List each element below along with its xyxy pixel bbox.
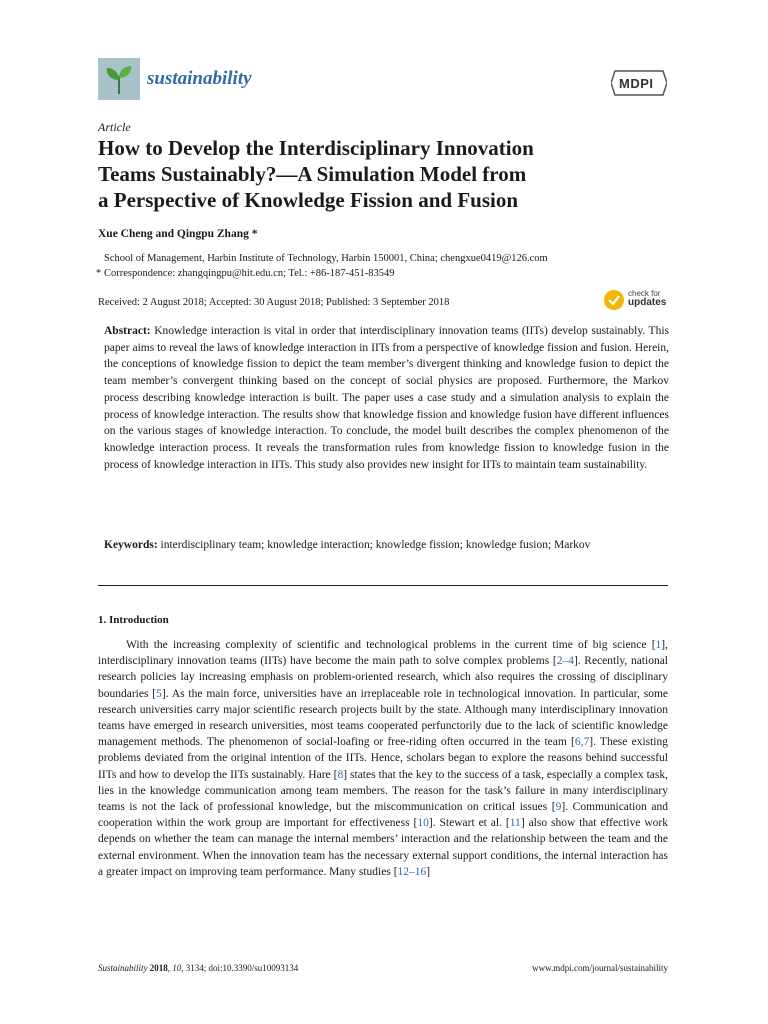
intro-text: ] — [426, 865, 431, 878]
citation-link[interactable]: 5 — [156, 687, 162, 700]
citation-link[interactable]: 12–16 — [397, 865, 427, 878]
section-heading: 1. Introduction — [98, 614, 169, 626]
footer-citation: Sustainability 2018, 10, 3134; doi:10.3390/su10093134 — [98, 963, 299, 973]
citation-link[interactable]: 2–4 — [556, 655, 574, 668]
citation-link[interactable]: 8 — [337, 768, 344, 781]
check-for-updates-button[interactable] — [603, 287, 673, 315]
citation-link[interactable]: 6,7 — [574, 736, 590, 749]
abstract-text: Knowledge interaction is vital in order that interdisciplinary innovation teams (IITs) develop sustainably. This paper aims to reveal the laws of knowledge interaction in IITs from a perspective of knowledge fission and fusion. Herein, the conceptions of knowledge fission to depict the team member’s divergent thinking and knowledge fusion to depict the team member’s convergent thinking based on the concept of social physics are proposed. Furthermore, the Markov process describing knowledge interaction is built. The paper uses a case study and a simulation analysis to explain the process of knowledge interaction. The results show that knowledge fission and knowledge fusion have different influences on the various stages of knowledge interaction. To conclude, the model built describes the complex phenomenon of the knowledge interaction process. It reveals the transformation rules from knowledge fission to knowledge fusion in the process of knowledge interaction in IITs. This study also provides new insight for IITs to maintain team sustainability. — [104, 325, 669, 471]
intro-text: ] states that the key to the success of a task, especially a complex task, lies in the knowledge communication among team members. The reason for the task’s failure in many interdisciplinary teams is not the lack of professional knowledge, but the miscommunication on critical issues [ — [98, 768, 668, 814]
citation-link[interactable]: 11 — [509, 817, 521, 830]
citation-link[interactable]: 1 — [655, 639, 662, 651]
title-line: a Perspective of Knowledge Fission and Fusion — [98, 188, 519, 212]
footer-year: 2018 — [149, 963, 168, 973]
intro-paragraph — [98, 637, 668, 880]
authors: Xue Cheng and Qingpu Zhang * — [98, 228, 258, 240]
affiliation: School of Management, Harbin Institute of Technology, Harbin 150001, China; chengxue0419@126.com — [104, 253, 548, 264]
publisher-name: MDPI — [619, 76, 654, 91]
footer-doi: , 3134; doi:10.3390/su10093134 — [181, 963, 299, 973]
intro-text: ], interdisciplinary innovation teams (IITs) have become the main path to solve complex problems [ — [98, 639, 668, 668]
article-type: Article — [98, 120, 131, 134]
footer-url[interactable]: www.mdpi.com/journal/sustainability — [532, 963, 668, 973]
affiliations — [96, 251, 548, 281]
section-divider — [98, 585, 668, 586]
intro-text: ]. Stewart et al. [ — [428, 817, 510, 830]
abstract-label: Abstract: — [104, 325, 151, 337]
intro-text: ] also show that effective work depends on whether the team can manage the internal members’ interaction and the relationship between the team and the external environment. When the innovation team has the necessary external support conditions, the internal interaction has a greater impact on improving team performance. Many studies [ — [98, 817, 668, 878]
paper-title — [98, 135, 658, 213]
intro-text: ]. These existing problems deviated from the original intention of the IITs. Hence, scholars began to explore the reasons behind successful IITs and how to develop the IITs sustainably. Hare [ — [98, 736, 669, 781]
title-line: Teams Sustainably?—A Simulation Model from — [98, 162, 527, 186]
leaf-icon — [98, 58, 140, 100]
publication-dates: Received: 2 August 2018; Accepted: 30 August 2018; Published: 3 September 2018 — [98, 297, 450, 308]
citation-link[interactable]: 9 — [555, 801, 562, 814]
footer-volume: 10 — [172, 963, 182, 973]
check-updates-icon — [603, 289, 625, 311]
footer-journal: Sustainability — [98, 963, 148, 973]
journal-name: sustainability — [147, 68, 252, 89]
check-updates-line2: updates — [628, 297, 667, 308]
check-updates-line1: check for — [628, 289, 661, 298]
correspondence-star: * — [96, 268, 102, 279]
correspondence: Correspondence: zhangqingpu@hit.edu.cn; Tel.: +86-187-451-83549 — [104, 268, 395, 279]
keywords-text: interdisciplinary team; knowledge interaction; knowledge fission; knowledge fusion; Markov — [160, 539, 591, 551]
intro-text: ]. Recently, national research policies lay increasing emphasis on problem-oriented research, which also requires the crossing of disciplinary boundaries [ — [98, 655, 668, 700]
keywords-label: Keywords: — [104, 539, 158, 551]
publisher-logo — [611, 68, 667, 98]
introduction-body — [98, 637, 668, 880]
intro-text: ]. Communication and cooperation within the work group are important for effectiveness [ — [98, 801, 668, 830]
journal-logo — [98, 58, 140, 100]
abstract — [104, 323, 669, 473]
keywords — [104, 537, 669, 554]
intro-text: ]. As the main force, universities have an irreplaceable role in technological innovation. In particular, some research universities carry major scientific research projects built by the state. Although many interdisciplinary innovation teams have emerged in research universities, most teams cooperated perfunctorily due to the lack of scientific knowledge management methods. The phenomenon of social-loafing or free-riding often occurred in the team [ — [98, 687, 669, 749]
title-line: How to Develop the Interdisciplinary Innovation — [98, 136, 534, 160]
intro-text: With the increasing complexity of scientific and technological problems in the current time of big science [ — [126, 639, 656, 651]
citation-link[interactable]: 10 — [417, 817, 429, 830]
